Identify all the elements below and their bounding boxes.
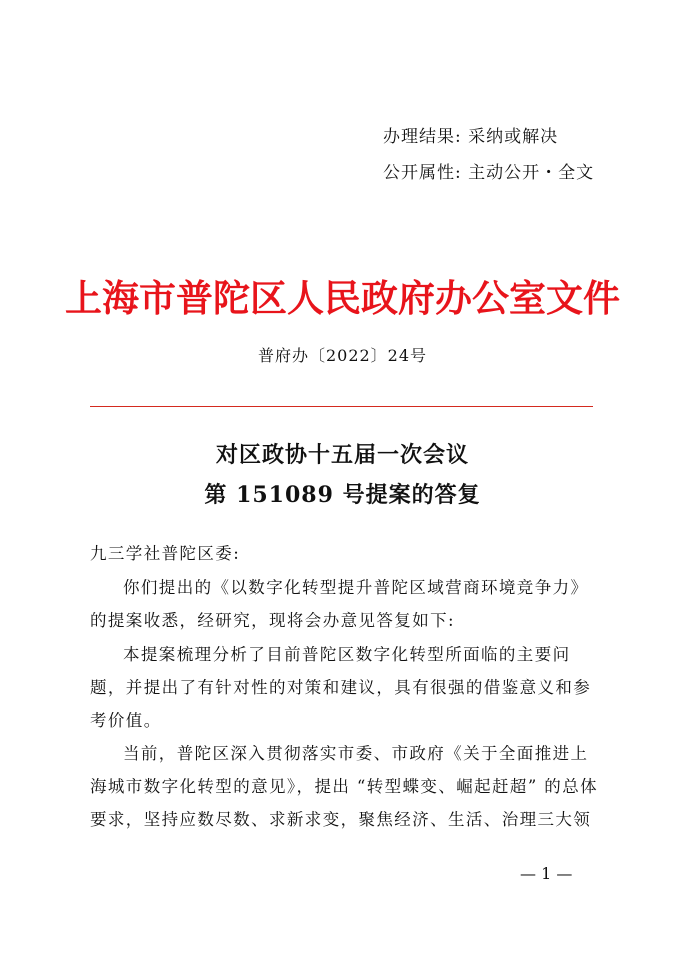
salutation: 九三学社普陀区委: xyxy=(90,544,241,563)
processing-result: 办理结果: 采纳或解决 xyxy=(383,127,559,147)
paragraph-2-line-1: 本提案梳理分析了目前普陀区数字化转型所面临的主要问 xyxy=(123,645,571,664)
document-title-line-2: 第 151089 号提案的答复 xyxy=(204,482,481,508)
document-title-line-1: 对区政协十五届一次会议 xyxy=(215,442,469,468)
paragraph-3-line-2: 海城市数字化转型的意见》，提出 “转型蝶变、崛起赶超” 的总体 xyxy=(90,777,599,796)
issuer-title: 上海市普陀区人民政府办公室文件 xyxy=(65,276,620,320)
paragraph-2-line-3: 考价值。 xyxy=(90,711,162,730)
paragraph-1-line-1: 你们提出的《以数字化转型提升普陀区域营商环境竞争力》 xyxy=(123,578,589,597)
document-number: 普府办〔2022〕24号 xyxy=(257,346,428,365)
paragraph-2-line-2: 题，并提出了有针对性的对策和建议，具有很强的借鉴意义和参 xyxy=(90,678,592,697)
red-divider-line xyxy=(90,406,593,407)
paragraph-3-line-1: 当前，普陀区深入贯彻落实市委、市政府《关于全面推进上 xyxy=(123,744,589,763)
disclosure-attribute: 公开属性: 主动公开・全文 xyxy=(383,163,595,183)
paragraph-3-line-3: 要求，坚持应数尽数、求新求变，聚焦经济、生活、治理三大领 xyxy=(90,810,592,829)
page-number: — 1 — xyxy=(520,864,573,883)
paragraph-1-line-2: 的提案收悉，经研究，现将会办意见答复如下: xyxy=(90,611,455,630)
